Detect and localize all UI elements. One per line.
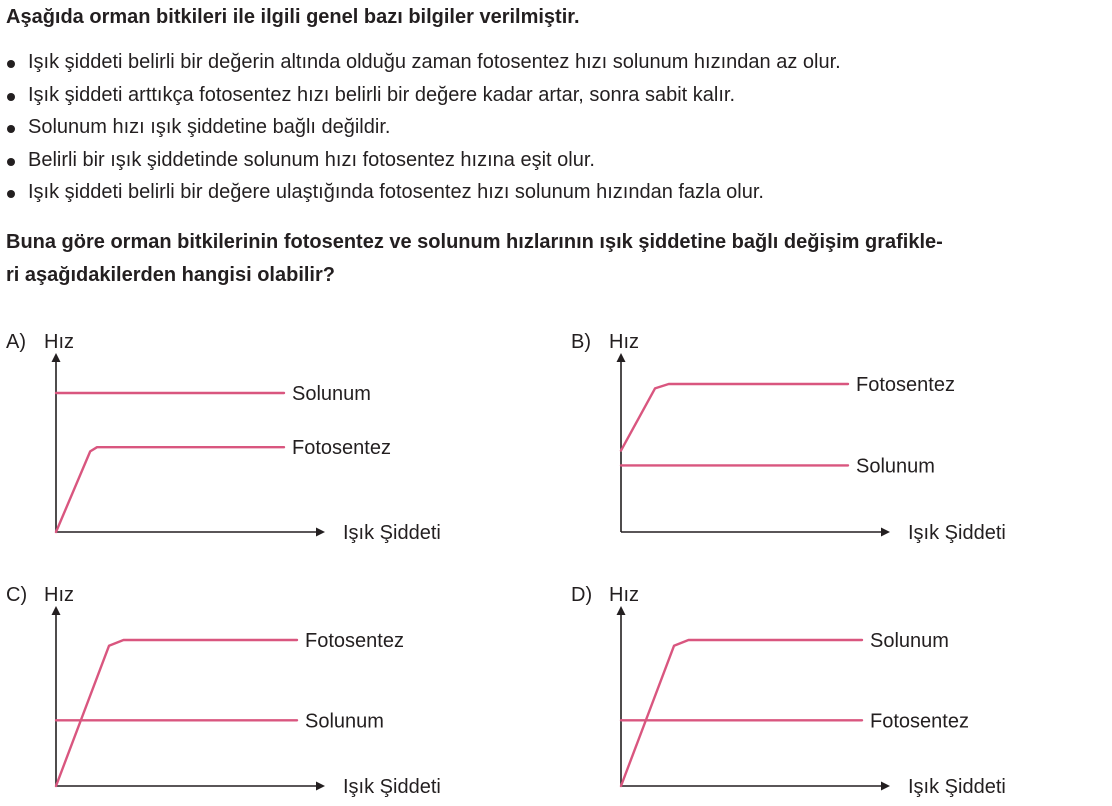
- series-line-solunum: [621, 640, 862, 786]
- x-axis-label: Işık Şiddeti: [908, 776, 1006, 798]
- option-label: B): [571, 331, 591, 353]
- question-line: Buna göre orman bitkilerinin fotosentez ve solunum hızlarının ışık şiddetine bağlı değişim grafikle-: [6, 231, 943, 253]
- fact-text: Işık şiddeti belirli bir değerin altında olduğu zaman fotosentez hızı solunum hızından az olur.: [28, 51, 841, 73]
- y-axis-label: Hız: [609, 584, 639, 606]
- series-label: Fotosentez: [870, 710, 969, 733]
- option-label: D): [571, 584, 593, 606]
- x-axis-arrow-icon: [881, 528, 890, 537]
- x-axis-arrow-icon: [316, 782, 325, 791]
- y-axis-arrow-icon: [52, 606, 61, 615]
- series-label: Solunum: [305, 710, 384, 733]
- series-line-fotosentez: [56, 640, 297, 786]
- x-axis-arrow-icon: [316, 528, 325, 537]
- chart-b: [571, 331, 1006, 544]
- fact-text: Işık şiddeti arttıkça fotosentez hızı belirli bir değere kadar artar, sonra sabit kalır.: [28, 83, 736, 106]
- intro-text: Aşağıda orman bitkileri ile ilgili genel bazı bilgiler verilmiştir.: [6, 6, 580, 28]
- x-axis-label: Işık Şiddeti: [343, 776, 441, 798]
- y-axis-arrow-icon: [617, 606, 626, 615]
- fact-text: Işık şiddeti belirli bir değere ulaştığında fotosentez hızı solunum hızından fazla olur.: [28, 181, 764, 203]
- option-label: C): [6, 584, 28, 606]
- chart-a: [6, 331, 441, 544]
- question-line: ri aşağıdakilerden hangisi olabilir?: [6, 264, 335, 286]
- series-label: Solunum: [292, 383, 371, 405]
- series-line-fotosentez: [621, 384, 848, 451]
- x-axis-label: Işık Şiddeti: [908, 522, 1006, 544]
- x-axis-arrow-icon: [881, 782, 890, 791]
- series-line-fotosentez: [56, 447, 284, 532]
- option-label: A): [6, 331, 26, 353]
- fact-text: Belirli bir ışık şiddetinde solunum hızı fotosentez hızına eşit olur.: [28, 148, 595, 171]
- y-axis-arrow-icon: [617, 353, 626, 362]
- y-axis-arrow-icon: [52, 353, 61, 362]
- series-label: Fotosentez: [856, 374, 955, 396]
- y-axis-label: Hız: [44, 584, 74, 606]
- series-label: Solunum: [856, 455, 935, 478]
- chart-c: [6, 584, 441, 798]
- series-label: Fotosentez: [292, 437, 391, 460]
- y-axis-label: Hız: [44, 331, 74, 353]
- x-axis-label: Işık Şiddeti: [343, 522, 441, 544]
- chart-d: [571, 584, 1006, 798]
- fact-text: Solunum hızı ışık şiddetine bağlı değildir.: [28, 116, 391, 138]
- series-label: Fotosentez: [305, 630, 404, 652]
- series-label: Solunum: [870, 630, 949, 652]
- y-axis-label: Hız: [609, 331, 639, 353]
